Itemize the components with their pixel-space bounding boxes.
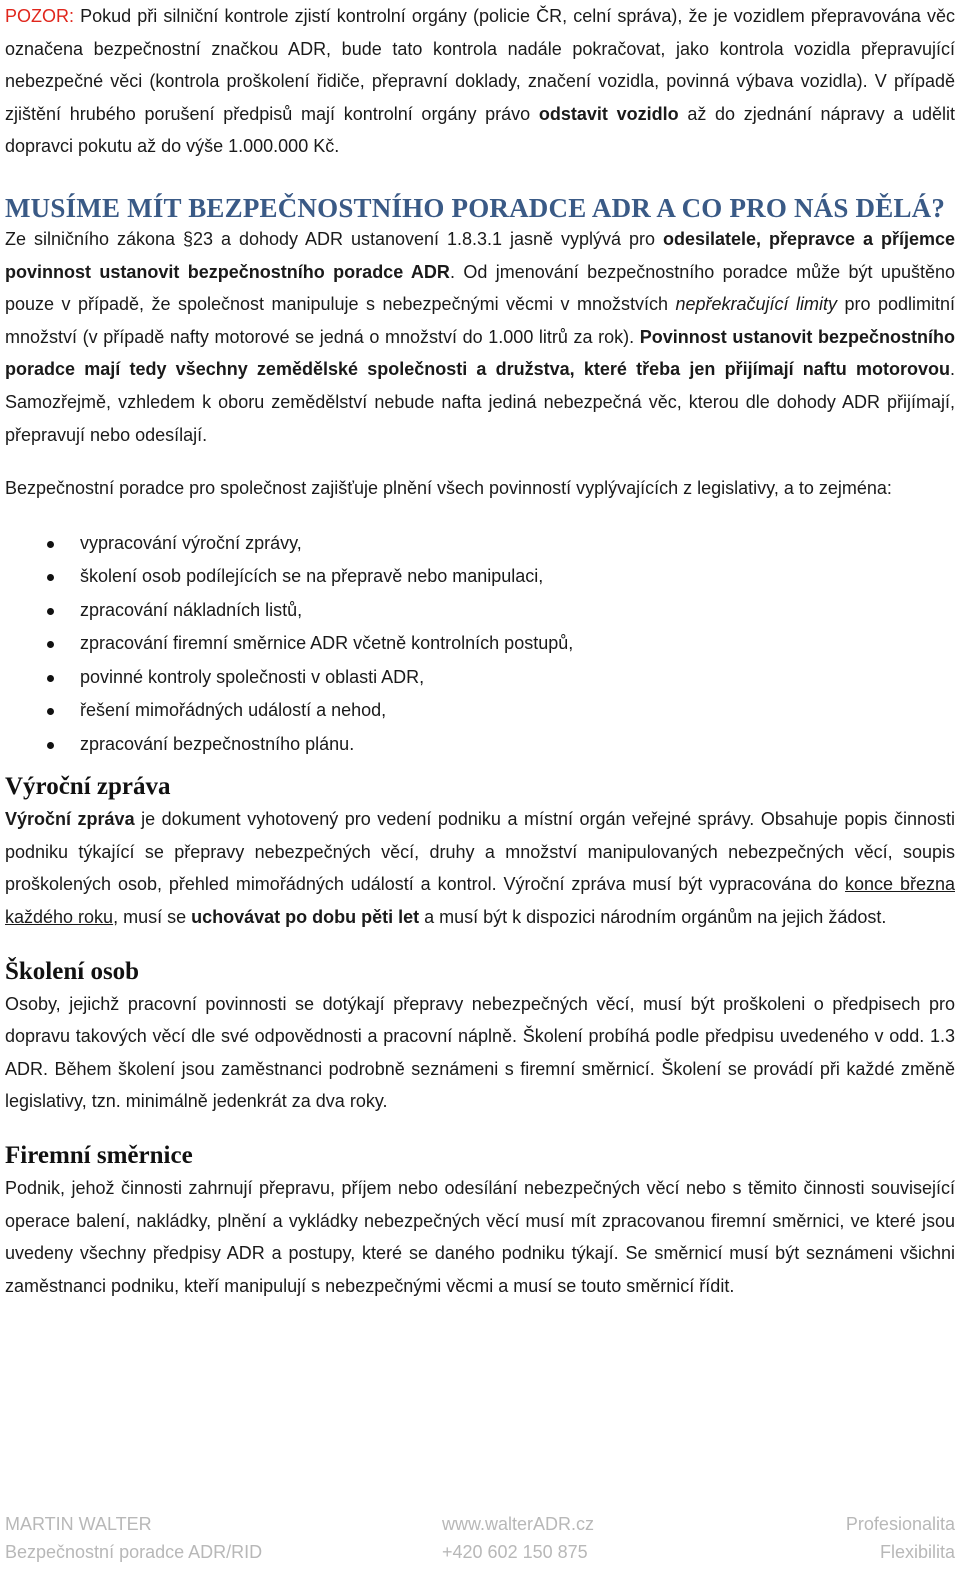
footer-slogan-2: Flexibilita — [879, 1542, 955, 1562]
list-item: zpracování firemní směrnice ADR včetně kontrolních postupů, — [5, 627, 955, 661]
annual-bold: Výroční zpráva — [5, 809, 135, 830]
advisor-paragraph — [5, 223, 955, 451]
list-item: školení osob podílejících se na přepravě nebo manipulaci, — [5, 560, 955, 594]
list-item: vypracování výroční zprávy, — [5, 527, 955, 561]
footer-name: MARTIN WALTER — [5, 1514, 152, 1534]
directive-paragraph: Podnik, jehož činnosti zahrnují přepravu, příjem nebo odesílání nebezpečných věcí nebo s těmito činnosti související operace balení, nakládky, plnění a vykládky nebezpečných věcí musí mít zpracovanou firemní směrnici, ve které jsou uvedeny všechny předpisy ADR a postupy, které se daného podniku týkají. Se směrnicí musí být seznámeni všichni zaměstnanci podniku, kteří manipulují s nebezpečnými věcmi a musí se touto směrnicí řídit. — [5, 1177, 955, 1296]
advisor-italic: nepřekračující limity — [675, 294, 837, 315]
list-item: zpracování bezpečnostního plánu. — [5, 728, 955, 762]
page-footer — [5, 1514, 955, 1570]
annual-text-c: a musí být k dispozici národním orgánům na jejich žádost. — [419, 907, 887, 927]
warning-text-2: V případě zjištění hrubého porušení předpisů mají kontrolní orgány právo — [5, 71, 955, 124]
footer-web: www.walterADR.cz — [442, 1514, 595, 1534]
training-heading: Školení osob — [5, 957, 140, 985]
list-item: řešení mimořádných událostí a nehod, — [5, 694, 955, 728]
list-item: povinné kontroly společnosti v oblasti ADR, — [5, 661, 955, 695]
annual-text-b: , musí se — [113, 907, 192, 927]
footer-slogan-1: Profesionalita — [845, 1514, 955, 1534]
directive-heading: Firemní směrnice — [5, 1141, 193, 1169]
document-page — [5, 0, 955, 1302]
advisor-text-d: . Samozřejmě, vzhledem k oboru zemědělství nebude nafta jediná nebezpečná věc, kterou dle dohody ADR přijímají, přepravují nebo odesílají. — [5, 359, 955, 445]
advisor-text-c: pro podlimitní množství (v případě nafty motorové se jedná o množství do 1.000 litrů za rok). — [5, 294, 955, 347]
advisor-duties-intro: Bezpečnostní poradce pro společnost zajišťuje plnění všech povinností vyplývajících z legislativy, a to zejména: — [5, 478, 892, 499]
warning-text-3: až do zjednání nápravy a udělit dopravci pokutu až do výše 1.000.000 Kč. — [5, 103, 956, 157]
warning-paragraph — [5, 0, 955, 163]
warning-bold: odstavit vozidlo — [538, 103, 679, 124]
footer-role: Bezpečnostní poradce ADR/RID — [5, 1542, 263, 1562]
advisor-text-a: Ze silničního zákona §23 a dohody ADR ustanovení 1.8.3.1 jasně vyplývá pro — [5, 228, 663, 249]
annual-underline: konce března každého roku — [5, 874, 955, 927]
advisor-heading: MUSÍME MÍT BEZPEČNOSTNÍHO PORADCE ADR A CO PRO NÁS DĚLÁ? — [5, 192, 946, 223]
warning-text: Pokud při silniční kontrole zjistí kontrolní orgány (policie ČR, celní správa), že je vozidlem přepravována věc označena bezpečnostní značkou ADR, bude tato kontrola nadále pokračovat, jako kontrola vozidla přepravující nebezpečné věci (kontrola proškolení řidiče, přepravní doklady, značení vozidla, povinná výbava vozidla). — [5, 6, 955, 92]
footer-phone: +420 602 150 875 — [442, 1542, 588, 1562]
annual-report-paragraph — [5, 803, 955, 933]
advisor-bold-b: Povinnost ustanovit bezpečnostního poradce mají tedy všechny zemědělské společnosti a družstva, které třeba jen přijímají naftu motorovou — [5, 326, 956, 380]
warning-label: POZOR: — [5, 6, 75, 26]
advisor-text-b: . Od jmenování bezpečnostního poradce může být upuštěno pouze v případě, že společnost manipuluje s nebezpečnými věcmi v množstvích — [5, 261, 955, 315]
duties-list — [5, 527, 955, 762]
list-item: zpracování nákladních listů, — [5, 594, 955, 628]
annual-report-heading: Výroční zpráva — [5, 773, 171, 801]
advisor-bold-a: odesilatele, přepravce a příjemce povinnost ustanovit bezpečnostního poradce ADR — [5, 228, 955, 282]
training-paragraph: Osoby, jejichž pracovní povinnosti se dotýkají přepravy nebezpečných věcí, musí být proškoleni o předpisech pro dopravu takových věcí dle své odpovědnosti a pracovní náplně. Školení probíhá podle předpisu uvedeného v odd. 1.3 ADR. Během školení jsou zaměstnanci podrobně seznámeni s firemní směrnicí. Školení se provádí při každé změně legislativy, tzn. minimálně jedenkrát za dva roky. — [5, 993, 955, 1112]
annual-text-a: je dokument vyhotovený pro vedení podniku a místní orgán veřejné správy. Obsahuje popis činnosti podniku týkající se přepravy nebezpečných věcí, druhy a množství manipulovaných nebezpečných věcí, soupis proškolených osob, přehled mimořádných událostí a kontrol. Výroční zpráva musí být vypracována do — [5, 809, 955, 895]
annual-bold-2: uchovávat po dobu pěti let — [191, 907, 420, 927]
